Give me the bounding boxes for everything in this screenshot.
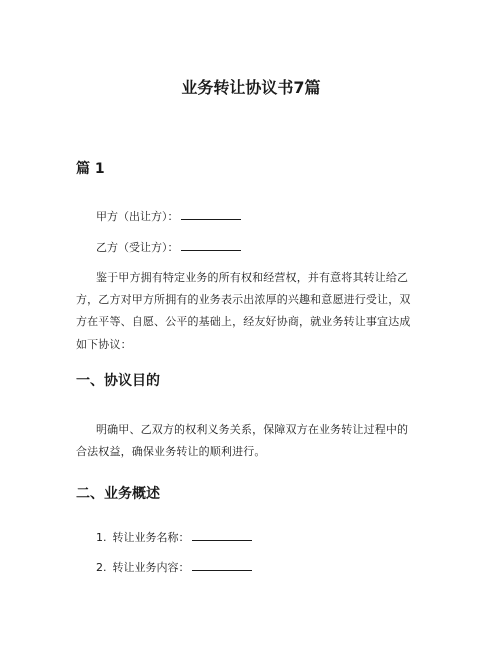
purpose-paragraph xyxy=(76,419,408,463)
list-item-label: 转让业务内容： xyxy=(112,561,190,574)
list-item-blank-line xyxy=(192,558,252,571)
section-heading-overview: 二、业务概述 xyxy=(76,486,160,502)
purpose-line: 合法权益，确保业务转让的顺利进行。 xyxy=(76,445,266,459)
list-item xyxy=(96,528,252,548)
list-item-label: 转让业务名称： xyxy=(112,531,190,544)
section-heading-purpose: 一、协议目的 xyxy=(76,373,160,389)
party-a-label: 甲方（出让方）： xyxy=(96,210,179,223)
list-item-number: 1. xyxy=(96,531,107,544)
part-heading: 篇 1 xyxy=(76,161,105,177)
purpose-line: 明确甲、乙双方的权利义务关系，保障双方在业务转让过程中的 xyxy=(96,423,409,436)
preamble-line: 如下协议： xyxy=(76,337,132,351)
party-b-label: 乙方（受让方）： xyxy=(96,241,179,254)
party-b-field xyxy=(96,238,241,258)
preamble-paragraph xyxy=(76,267,411,356)
preamble-line: 方，乙方对甲方所拥有的业务表示出浓厚的兴趣和意愿进行受让，双 xyxy=(76,293,411,307)
document-title: 业务转让协议书7篇 xyxy=(181,78,321,97)
list-item-number: 2. xyxy=(96,561,107,574)
preamble-line: 鉴于甲方拥有特定业务的所有权和经营权，并有意将其转让给乙 xyxy=(96,271,409,284)
preamble-line: 方在平等、自愿、公平的基础上，经友好协商，就业务转让事宜达成 xyxy=(76,315,411,329)
list-item-blank-line xyxy=(192,528,252,541)
party-a-blank-line xyxy=(181,207,241,220)
party-a-field xyxy=(96,207,241,227)
list-item xyxy=(96,558,252,578)
party-b-blank-line xyxy=(181,238,241,251)
